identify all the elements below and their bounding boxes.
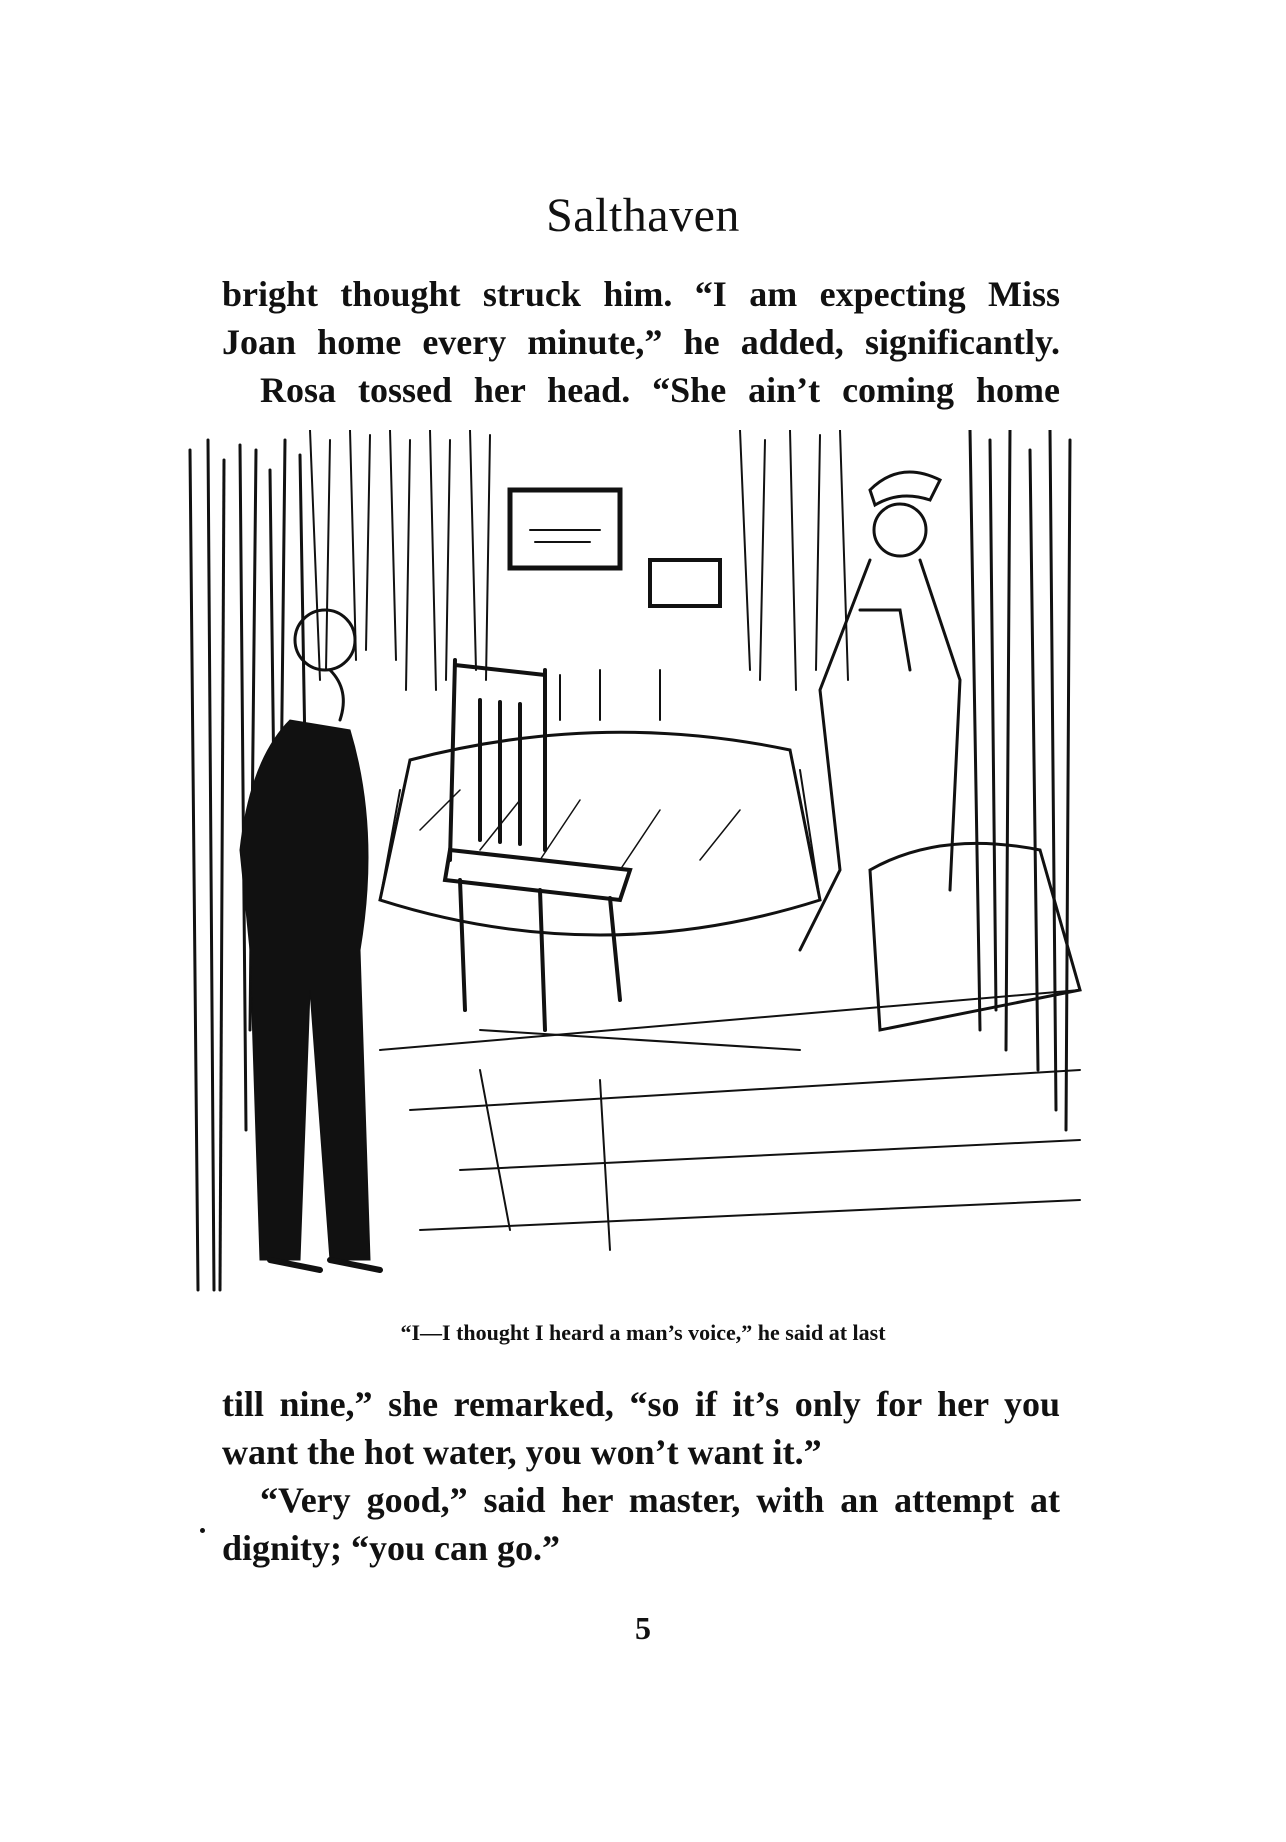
page-number: 5 (635, 1610, 651, 1646)
text-line: Joan home every minute,” he added, significantly. (222, 322, 1060, 362)
right-curtain (970, 430, 1070, 1130)
bottom-paragraph (222, 1380, 1060, 1572)
text-line: till nine,” she remarked, “so if it’s only for her you (222, 1384, 1060, 1424)
maid-figure (800, 472, 960, 950)
man-figure (240, 610, 380, 1270)
table (380, 670, 820, 935)
text-line: Rosa tossed her head. “She ain’t coming home (260, 370, 1060, 410)
illustration (180, 430, 1100, 1310)
armchair (870, 843, 1080, 1030)
floor (380, 990, 1080, 1250)
top-paragraph (222, 270, 1060, 414)
back-curtains (310, 430, 848, 690)
chair (445, 660, 630, 1030)
running-head: Salthaven (546, 189, 740, 242)
text-line: bright thought struck him. “I am expecting Miss (222, 274, 1060, 314)
illustration-caption: “I—I thought I heard a man’s voice,” he said at last (400, 1320, 886, 1345)
ink-speck (200, 1528, 205, 1533)
text-line: want the hot water, you won’t want it.” (222, 1432, 822, 1472)
text-line: dignity; “you can go.” (222, 1528, 561, 1568)
text-line: “Very good,” said her master, with an attempt at (260, 1480, 1060, 1520)
picture-frame (650, 560, 720, 606)
